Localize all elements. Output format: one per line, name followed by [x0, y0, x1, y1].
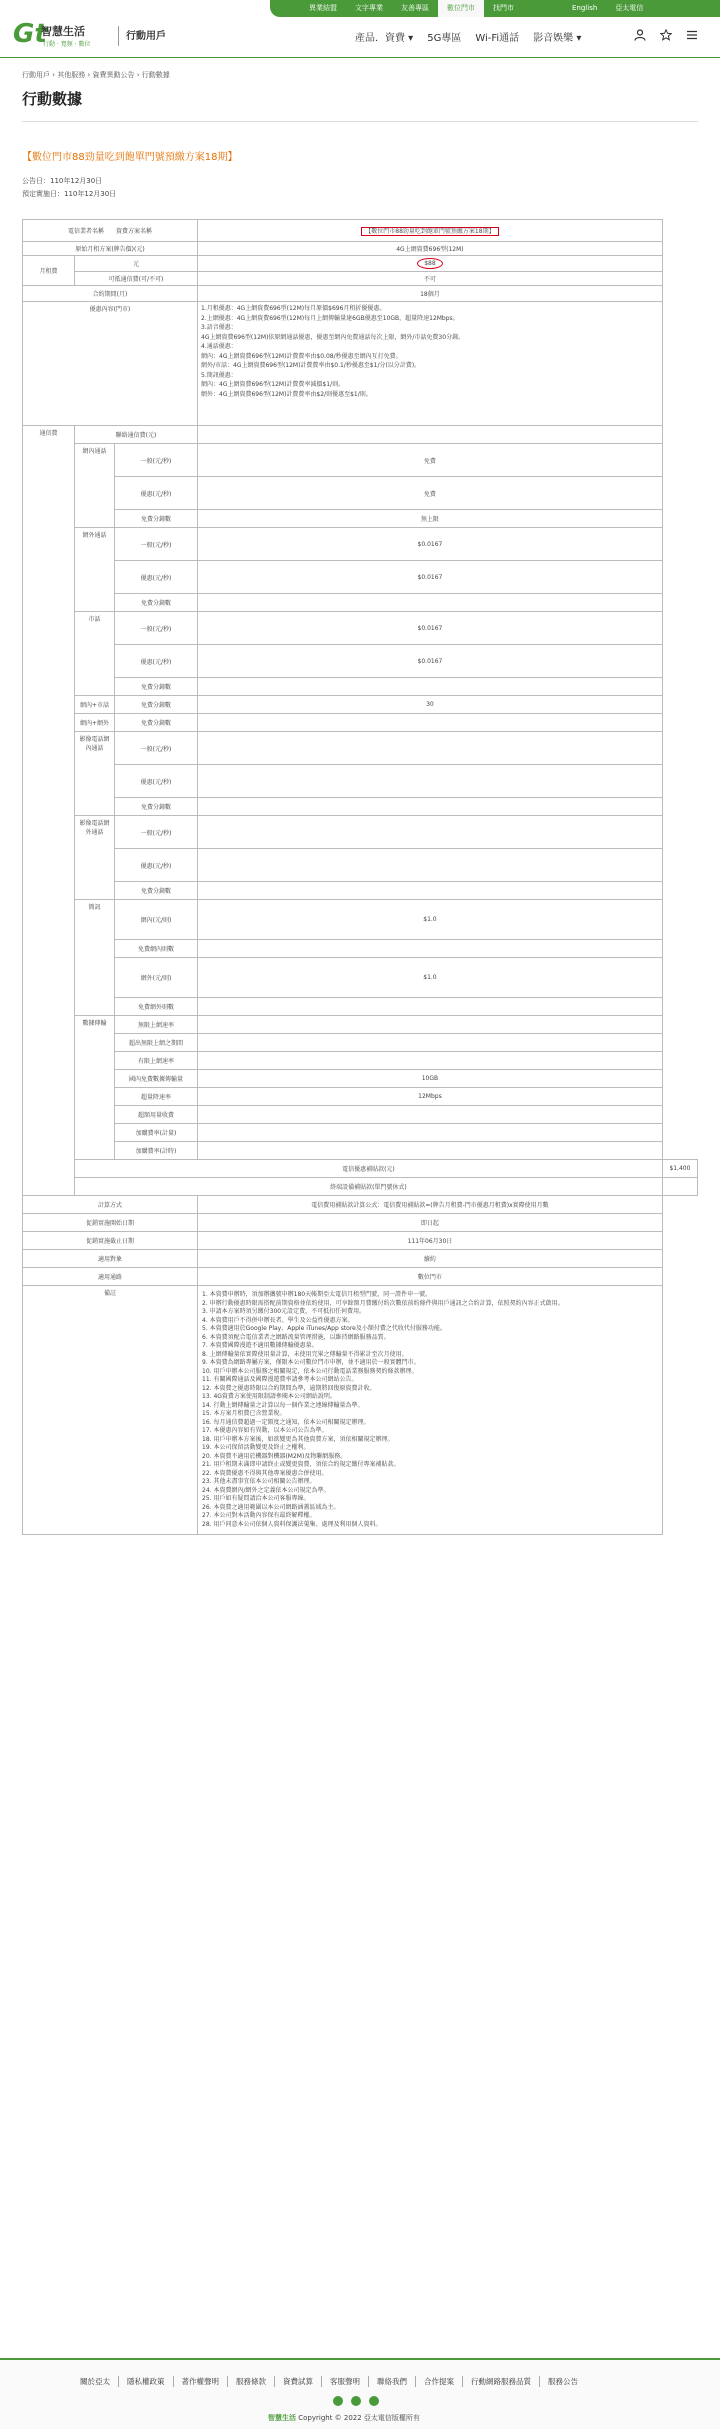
table-row [23, 882, 698, 900]
out-general-label: 一般(元/秒) [115, 528, 198, 561]
footer-social [333, 2396, 379, 2406]
in-general-value: 免費 [198, 444, 663, 477]
menu-icon[interactable] [686, 29, 698, 44]
data-row-label: 加購費率(計時) [115, 1142, 198, 1160]
table-row [23, 998, 698, 1016]
table-row [23, 444, 698, 477]
plan-name-label: 電信業者名稱 [67, 228, 104, 235]
empty-cell [198, 798, 663, 816]
table-row [23, 1232, 698, 1250]
table-row [23, 1052, 698, 1070]
city-label: 市話 [75, 612, 115, 696]
data-row-label: 有限上網速率 [115, 1052, 198, 1070]
footer-link[interactable]: 關於亞太 [72, 2376, 119, 2387]
announce-date: 公告日：110年12月30日 [22, 177, 103, 185]
in-general-label: 一般(元/秒) [115, 444, 198, 477]
combo-label: 網內+市話 [75, 696, 115, 714]
empty-cell [198, 940, 663, 958]
footer-link[interactable]: 聯絡我們 [369, 2376, 416, 2387]
value-cell [198, 220, 663, 242]
combo-free-value: 30 [198, 696, 663, 714]
sms-out-value: $1.0 [198, 958, 663, 998]
logo-title: 智慧生活 [41, 25, 85, 38]
remark-item: 10. 用戶申辦本公司服務之相關規定，依本公司行動電話業務服務契約條款辦理。 [202, 1367, 418, 1375]
table-row [23, 714, 698, 732]
table-row [23, 1016, 698, 1034]
label-cell [23, 220, 198, 242]
video-in-general-label: 一般(元/秒) [115, 732, 198, 765]
out-general-value: $0.0167 [198, 528, 663, 561]
in-free-value: 無上限 [198, 510, 663, 528]
footer-link[interactable]: 隱私權政策 [119, 2376, 174, 2387]
table-row [23, 528, 698, 561]
remark-item: 15. 本方案月租費已含營業稅。 [202, 1410, 286, 1417]
table-row [23, 242, 698, 256]
logo-slogan: 行動 · 寬頻 · 數位 [43, 41, 91, 48]
calc-label: 計算方式 [23, 1196, 198, 1214]
table-row [23, 1250, 698, 1268]
plan-name-highlight: 【數位門市88勁量吃到飽單門號預繳方案18期】 [361, 227, 498, 236]
table-row [23, 561, 698, 594]
sms-in-free-label: 免費網內則數 [115, 940, 198, 958]
start-value: 即日起 [198, 1214, 663, 1232]
preferential-line: 1.月租優惠：4G上網資費696型(12M)每月原價$696月租折優優惠。 [201, 305, 386, 312]
preferential-content [198, 302, 663, 426]
data-label: 數據傳輸 [75, 1016, 115, 1160]
top-utility-bar [0, 0, 720, 17]
remark-item: 1. 本資費申辦時，須加辦攜號申辦180天帳期亞太電信月租型門號，同一證件申一號。 [202, 1291, 432, 1298]
table-row [23, 1088, 698, 1106]
footer-link[interactable]: 著作權聲明 [174, 2376, 229, 2387]
deduct-label: 可抵通信費(可/不可) [75, 272, 198, 286]
city-general-value: $0.0167 [198, 612, 663, 645]
remark-item: 19. 本公司保留活動變更及終止之權利。 [202, 1444, 310, 1451]
combo2-free-label: 免費分鐘數 [115, 714, 198, 732]
data-row-value: 12Mbps [198, 1088, 663, 1106]
video-out-free-label: 免費分鐘數 [115, 882, 198, 900]
deduct-value: 不可 [198, 272, 663, 286]
in-free-label: 免費分鐘數 [115, 510, 198, 528]
video-in-discount-label: 優惠(元/秒) [115, 765, 198, 798]
monthly-fee-highlight: $88 [417, 258, 442, 269]
table-row [23, 1178, 698, 1196]
target-value: 續約 [198, 1250, 663, 1268]
out-discount-label: 優惠(元/秒) [115, 561, 198, 594]
remark-item: 6. 本資費須配合電信業者之網路流量管理措施，以維持網路服務品質。 [202, 1333, 390, 1341]
effective-date: 預定實施日：110年12月30日 [22, 190, 117, 198]
facebook-icon[interactable] [333, 2396, 343, 2406]
sms-out-free-label: 免費網外則數 [115, 998, 198, 1016]
star-icon[interactable] [660, 29, 672, 44]
title-divider [22, 121, 698, 122]
site-footer [0, 2358, 720, 2429]
remark-item: 7. 本資費國際漫遊不適用數據傳輸優惠量。 [202, 1342, 318, 1349]
remark-item: 24. 本資費網內/網外之定義依本公司規定為準。 [202, 1486, 330, 1494]
data-row-label: 無限上網速率 [115, 1016, 198, 1034]
channel-value: 數位門市 [198, 1268, 663, 1286]
table-row [23, 696, 698, 714]
total-value: $1,400 [662, 1160, 697, 1178]
logo-mark: Gt [13, 19, 47, 49]
calc-value: 電信費用補貼款計算公式：電信費用補貼款=(牌告月租費-門市優惠月租費)x實際使用月數 [198, 1196, 663, 1214]
table-row [23, 286, 698, 302]
table-row [23, 1160, 698, 1178]
copyright-text: Copyright © 2022 亞太電信版權所有 [298, 2414, 420, 2422]
empty-cell [198, 732, 663, 765]
remark-item: 11. 有關國際通話及國際漫遊費率請參考本公司網站公告。 [202, 1376, 358, 1383]
remark-item: 25. 用戶如有疑問請洽本公司客服專線。 [202, 1495, 310, 1502]
table-row [23, 272, 698, 286]
total-label: 電信優惠補貼款(元) [75, 1160, 663, 1178]
nav-wifi-call[interactable]: Wi-Fi通話 [475, 33, 520, 44]
table-row [23, 477, 698, 510]
line-icon[interactable] [351, 2396, 361, 2406]
empty-cell [198, 714, 663, 732]
top-link-english[interactable]: English [572, 4, 598, 12]
table-row [23, 302, 698, 426]
preferential-line: 4G上網資費696型(12M)依原網通話優惠，優惠至網內免費通話每次上限，網外/市話免費30分鐘。 [201, 333, 465, 341]
footer-link[interactable]: 服務條款 [228, 2376, 275, 2387]
main-nav [355, 29, 595, 44]
empty-cell [198, 882, 663, 900]
footer-link[interactable]: 客服聲明 [322, 2376, 369, 2387]
header-icons [634, 29, 698, 44]
announcement-title: 【數位門市88勁量吃到飽單門號預繳方案18期】 [22, 152, 238, 163]
remark-item: 16. 每月通信費超過一定額度之通知，依本公司相關規定辦理。 [202, 1418, 370, 1426]
footer-copyright [268, 2413, 420, 2423]
table-row [23, 594, 698, 612]
voice-label: 通信費 [23, 426, 75, 1196]
data-row-label: 加購費率(計量) [115, 1124, 198, 1142]
in-voice-label: 網內通話 [75, 444, 115, 528]
rate-table [22, 219, 698, 1535]
remark-item: 8. 上網傳輸量依實際使用量計算，未使用完畢之傳輸量不得累計至次月使用。 [202, 1350, 408, 1358]
table-row [23, 1034, 698, 1052]
table-row [23, 645, 698, 678]
table-row [23, 1268, 698, 1286]
footer-link[interactable]: 行動網路服務品質 [463, 2376, 540, 2387]
remark-item: 20. 本資費不適用於機器對機器(M2M)及物聯網服務。 [202, 1452, 347, 1460]
video-out-discount-label: 優惠(元/秒) [115, 849, 198, 882]
data-row-value [198, 1034, 663, 1052]
preferential-line: 5.簡訊優惠： [201, 371, 237, 379]
table-row [23, 958, 698, 998]
out-free-label: 免費分鐘數 [115, 594, 198, 612]
preferential-line: 2.上網優惠：4G上網資費696型(12M)每月上網傳輸量達6GB優惠至10GB，超量降速12Mbps。 [201, 314, 459, 322]
empty-cell [198, 849, 663, 882]
start-label: 促銷實施開始日期 [23, 1214, 198, 1232]
remark-item: 13. 4G資費方案使用限制請參閱本公司網站說明。 [202, 1393, 336, 1400]
data-row-label: 超出無限上網之期間 [115, 1034, 198, 1052]
breadcrumb[interactable]: 行動用戶 › 其他服務 › 資費異動公告 › 行動數據 [22, 71, 170, 79]
table-row [23, 1214, 698, 1232]
value-cell [198, 256, 663, 272]
preferential-line: 網外/市話：4G上網資費696型(12M)計費費率由$0.1/秒優惠至$1/分(以分計費)。 [201, 362, 421, 369]
monthly-label: 月租費 [23, 256, 75, 286]
video-in-label: 影像電話網內通話 [75, 732, 115, 816]
top-link-partners[interactable]: 異業結盟 [309, 4, 337, 12]
data-row-value [198, 1124, 663, 1142]
sms-in-value: $1.0 [198, 900, 663, 940]
video-in-free-label: 免費分鐘數 [115, 798, 198, 816]
remark-item: 23. 其他未盡事宜依本公司相關公告辦理。 [202, 1478, 316, 1485]
table-row [23, 732, 698, 765]
data-row-label: 超額用量收費 [115, 1106, 198, 1124]
data-row-label: 國內免費數據傳輸量 [115, 1070, 198, 1088]
table-row [23, 612, 698, 645]
channel-label: 適用通路 [23, 1268, 198, 1286]
remark-item: 22. 本資費優惠不得與其他專案優惠合併使用。 [202, 1469, 328, 1477]
remarks-content [198, 1286, 663, 1535]
table-row [23, 1196, 698, 1214]
remark-item: 21. 用戶租期未滿即申請終止或變更資費，須依合約規定繳付專案補貼款。 [202, 1461, 400, 1468]
remark-item: 3. 申請本方案時須另繳付300元設定費，不可抵扣任何費用。 [202, 1308, 366, 1315]
preferential-line: 網外：4G上網資費696型(12M)計費費率由$2/則優惠至$1/則。 [201, 390, 372, 398]
remark-item: 26. 本資費之適用範圍以本公司網路涵蓋區域為主。 [202, 1503, 340, 1511]
top-link-apt[interactable]: 亞太電信 [615, 4, 644, 12]
remarks-label: 備註 [23, 1286, 198, 1535]
empty-cell [198, 678, 663, 696]
footer-link[interactable]: 資費試算 [275, 2376, 322, 2387]
monthly-unit: 元 [75, 256, 198, 272]
table-row [23, 1124, 698, 1142]
table-row [23, 1142, 698, 1160]
plan-name-col: 資費方案名稱 [116, 228, 153, 235]
empty-cell [198, 816, 663, 849]
city-free-label: 免費分鐘數 [115, 678, 198, 696]
remark-item: 5. 本資費適用於Google Play、Apple iTunes/App store及小額付費之代收代付服務功能。 [202, 1325, 446, 1332]
sms-in-label: 網內(元/則) [115, 900, 198, 940]
city-discount-label: 優惠(元/秒) [115, 645, 198, 678]
out-discount-value: $0.0167 [198, 561, 663, 594]
out-voice-label: 網外通話 [75, 528, 115, 612]
sms-label: 簡訊 [75, 900, 115, 1016]
contract-label: 合約期間(月) [23, 286, 198, 302]
nav-products[interactable]: 產品．資費 ▾ [355, 33, 414, 44]
empty-cell [198, 765, 663, 798]
remark-item: 17. 本優惠內容如有異動，以本公司公告為準。 [202, 1427, 328, 1434]
data-row-value [198, 1106, 663, 1124]
table-row [23, 765, 698, 798]
footer-link[interactable]: 合作提案 [416, 2376, 463, 2387]
remark-item: 12. 本資費之優惠時限以合約期間為準，逾期將回復原資費計收。 [202, 1384, 376, 1392]
end-value: 111年06月30日 [198, 1232, 663, 1250]
city-general-label: 一般(元/秒) [115, 612, 198, 645]
table-row [23, 1286, 698, 1535]
contract-value: 18個月 [198, 286, 663, 302]
footer-brand: 智慧生活 [268, 2414, 296, 2422]
table-row [23, 1070, 698, 1088]
sms-out-label: 網外(元/則) [115, 958, 198, 998]
site-header [0, 17, 720, 55]
table-row [23, 816, 698, 849]
remark-item: 18. 用戶申辦本方案後，如欲變更為其他資費方案，須依相關規定辦理。 [202, 1435, 394, 1443]
footer-link[interactable]: 服務公告 [548, 2377, 578, 2386]
top-link-find-store[interactable]: 找門市 [493, 4, 514, 12]
remark-item: 9. 本資費為網路專屬方案，僅限本公司數位門市申辦，並不適用於一般實體門市。 [202, 1359, 420, 1366]
preferential-line: 4.通話優惠： [201, 343, 237, 350]
target-label: 適用對象 [23, 1250, 198, 1268]
combo2-label: 網內+網外 [75, 714, 115, 732]
data-row-value: 10GB [198, 1070, 663, 1088]
footer-links [72, 2376, 586, 2387]
combo-free-label: 免費分鐘數 [115, 696, 198, 714]
original-plan-value: 4G上網資費696型(12M) [198, 242, 663, 256]
user-type-tag: 行動用戶 [126, 31, 166, 42]
top-link-text[interactable]: 文字專業 [355, 4, 383, 12]
remark-item: 27. 本公司對本活動內容保有最終解釋權。 [202, 1512, 316, 1519]
youtube-icon[interactable] [369, 2396, 379, 2406]
remark-item: 14. 行動上網傳輸量之計算以每一個作業之連線傳輸量為準。 [202, 1401, 364, 1409]
empty-cell [198, 594, 663, 612]
logo-divider [118, 26, 119, 46]
video-out-general-label: 一般(元/秒) [115, 816, 198, 849]
in-discount-label: 優惠(元/秒) [115, 477, 198, 510]
remark-item: 2. 申辦行動優惠時限需搭配前期資格並依約使用，可享餘額月費繳付約次數依前約條件與用戶通訊之合約計算，依照契約內容正式啟用。 [202, 1299, 564, 1307]
data-row-value [198, 1052, 663, 1070]
empty-cell [662, 1178, 697, 1196]
page-title: 行動數據 [22, 90, 83, 108]
top-link-digital-store[interactable]: 數位門市 [438, 0, 484, 17]
data-row-label: 超量降速率 [115, 1088, 198, 1106]
table-row [23, 678, 698, 696]
table-row [23, 940, 698, 958]
preferential-label: 優惠內容(門市) [23, 302, 198, 426]
nav-entertainment[interactable]: 影音娛樂 ▾ [533, 33, 582, 44]
formula-label: 終端設備補貼款(單門號休式) [75, 1178, 663, 1196]
user-icon[interactable] [634, 29, 646, 44]
remark-item: 28. 用戶同意本公司依個人資料保護法蒐集、處理及利用個人資料。 [202, 1520, 382, 1528]
end-label: 促銷實施截止日期 [23, 1232, 198, 1250]
city-discount-value: $0.0167 [198, 645, 663, 678]
table-row [23, 900, 698, 940]
table-row [23, 426, 698, 444]
preferential-line: 3.語音優惠： [201, 324, 237, 331]
header-divider [0, 57, 720, 58]
nav-5g[interactable]: 5G專區 [427, 33, 462, 44]
table-row [23, 849, 698, 882]
table-row [23, 510, 698, 528]
original-plan-label: 原始月租方案(牌告價)(元) [23, 242, 198, 256]
table-row [23, 220, 698, 242]
preferential-line: 網內：4G上網資費696型(12M)計費費率由$0.08/秒優惠至網內互打免費。 [201, 352, 402, 360]
empty-cell [198, 426, 663, 444]
in-discount-value: 免費 [198, 477, 663, 510]
empty-cell [198, 998, 663, 1016]
remark-item: 4. 本資費用戶不得併申辦長者、學生及公益性優惠方案。 [202, 1316, 354, 1324]
data-row-value [198, 1016, 663, 1034]
preferential-line: 網內：4G上網資費696型(12M)計費費率減價$1/則。 [201, 381, 345, 388]
data-row-value [198, 1142, 663, 1160]
table-row [23, 1106, 698, 1124]
top-utility-links [300, 0, 652, 17]
top-link-friendly[interactable]: 友善專區 [401, 4, 429, 12]
voice-col: 聯絡通信費(元) [75, 426, 198, 444]
video-out-label: 影像電話網外通話 [75, 816, 115, 900]
table-row [23, 798, 698, 816]
table-row [23, 256, 698, 272]
brand-logo[interactable] [13, 19, 108, 53]
